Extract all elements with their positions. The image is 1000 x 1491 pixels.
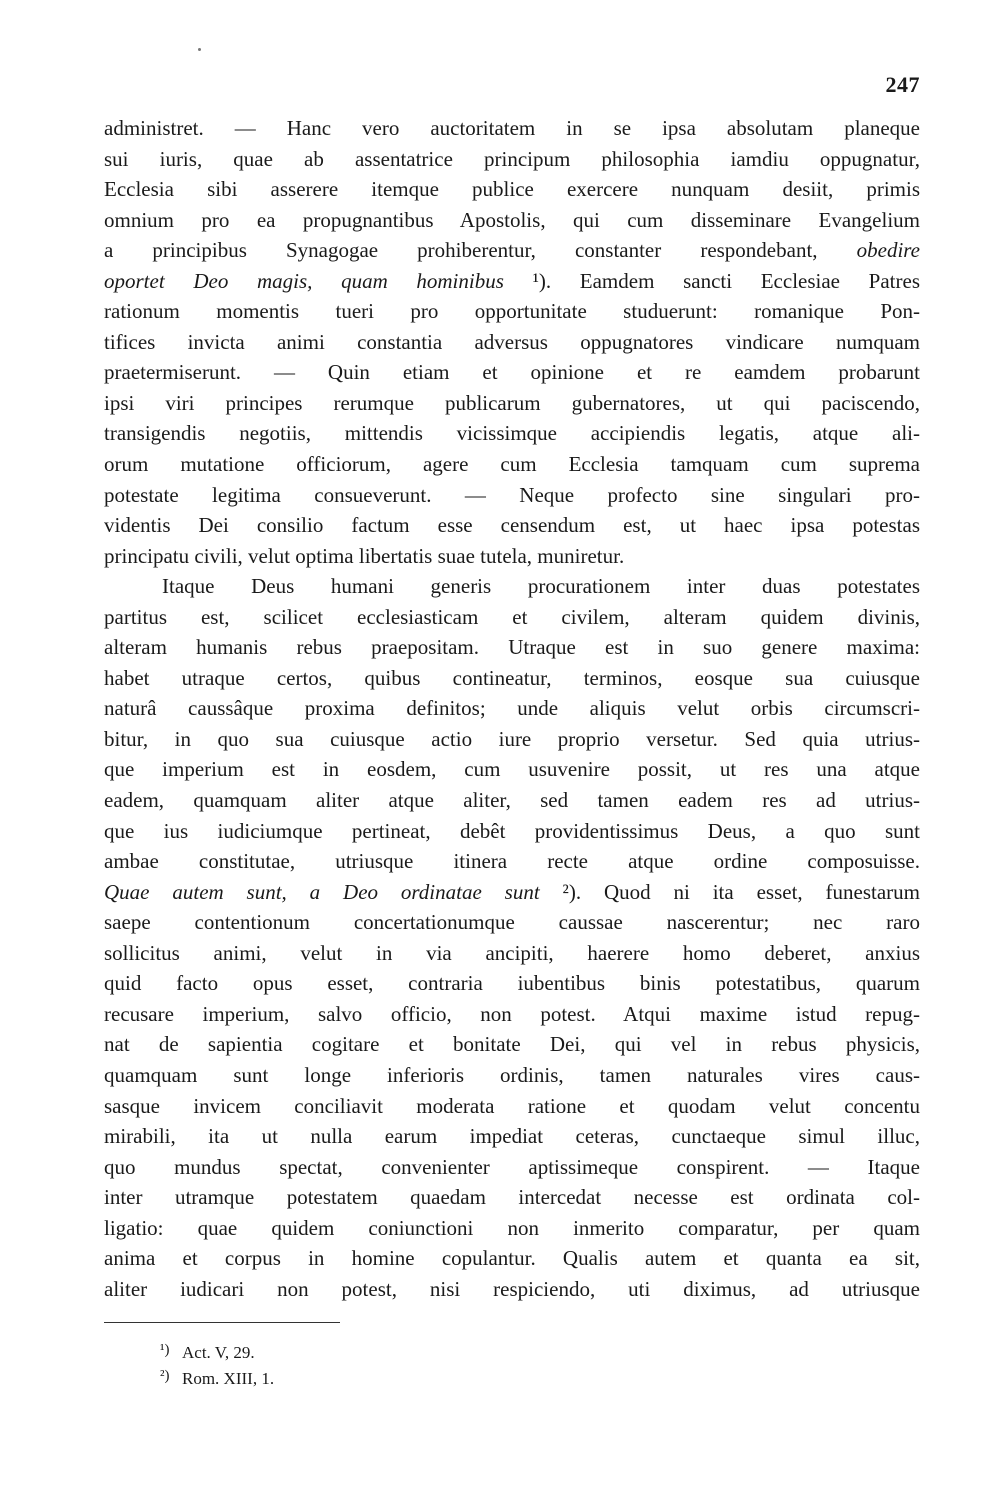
footnote-rule [104,1322,340,1323]
text-line: oportet Deo magis, quam hominibus ¹). Eamdem sancti Ecclesiae Patres [104,268,920,293]
text-line: transigendis negotiis, mittendis vicissimque accipiendis legatis, atque ali- [104,421,920,446]
text-line: praetermiserunt. — Quin etiam et opinione et re eamdem probarunt [104,360,920,385]
text-line: sollicitus animi, velut in via ancipiti, haerere homo deberet, anxius [104,940,920,965]
text-line: habet utraque certos, quibus contineatur, terminos, eosque sua cuiusque [104,665,920,690]
text-line: anima et corpus in homine copulantur. Qualis autem et quanta ea sit, [104,1246,920,1271]
text-line: que imperium est in eosdem, cum usuvenire possit, ut res una atque [104,757,920,782]
text-line: nat de sapientia cogitare et bonitate Dei, qui vel in rebus physicis, [104,1032,920,1057]
page-number: 247 [885,72,920,97]
italic-quote: Quae autem sunt, a Deo ordinatae sunt [104,879,540,904]
text-line: potestate legitima consueverunt. — Neque profecto sine singulari pro- [104,482,920,507]
text-line: alteram humanis rebus praepositam. Utraque est in suo genere maxima: [104,635,920,660]
text-line: ipsi viri principes rerumque publicarum gubernatores, ut qui paciscendo, [104,390,920,415]
text-line: sui iuris, quae ab assentatrice principum philosophia iamdiu oppugnatur, [104,146,920,171]
text-line: Ecclesia sibi asserere itemque publice exercere nunquam desiit, primis [104,177,920,202]
italic-quote: oportet Deo magis, quam hominibus [104,268,504,293]
text-line: tifices invicta animi constantia adversus oppugnatores vindicare numquam [104,329,920,354]
footnote-mark: ²) [160,1368,170,1384]
text-line: a principibus Synagogae prohiberentur, constanter respondebant, obedire [104,238,920,263]
text-line: principatu civili, velut optima libertatis suae tutela, muniretur. [104,543,625,568]
text-line: que ius iudiciumque pertineat, debêt providentissimus Deus, a quo sunt [104,818,920,843]
italic-quote: obedire [856,238,920,263]
text-line: omnium pro ea propugnantibus Apostolis, qui cum disseminare Evangelium [104,207,920,232]
text-line: sasque invicem conciliavit moderata ratione et quodam velut concentu [104,1093,920,1118]
body-text [104,113,920,1304]
text-line: aliter iudicari non potest, nisi respiciendo, uti diximus, ad utriusque [104,1276,920,1301]
text-line: ligatio: quae quidem coniunctioni non inmerito comparatur, per quam [104,1215,920,1240]
text-line: quid facto opus esset, contraria iubentibus binis potestatibus, quarum [104,971,920,996]
text-line: recusare imperium, salvo officio, non potest. Atqui maxime istud repug- [104,1001,920,1026]
text-line: bitur, in quo sua cuiusque actio iure proprio versetur. Sed quia utrius- [104,726,920,751]
print-speck [198,48,201,51]
text-line: quo mundus spectat, convenienter aptissimeque conspirent. — Itaque [104,1154,920,1179]
footnote-1 [160,1340,560,1366]
text-line: partitus est, scilicet ecclesiasticam et civilem, alteram quidem divinis, [104,604,920,629]
text-line: inter utramque potestatem quaedam intercedat necesse est ordinata col- [104,1185,920,1210]
text-line: naturâ caussâque proxima definitos; unde aliquis velut orbis circumscri- [104,696,920,721]
text-line: quamquam sunt longe inferioris ordinis, tamen naturales vires caus- [104,1062,920,1087]
footnote-text: Rom. XIII, 1. [182,1369,275,1388]
text-line: videntis Dei consilio factum esse censendum est, ut haec ipsa potestas [104,513,920,538]
footnotes [160,1340,560,1392]
text-line: saepe contentionum concertationumque caussae nascerentur; nec raro [104,910,920,935]
text-line: Quae autem sunt, a Deo ordinatae sunt ²). Quod ni ita esset, funestarum [104,879,920,904]
text-line: ambae constitutae, utriusque itinera recte atque ordine composuisse. [104,849,920,874]
footnote-2 [160,1366,560,1392]
text-line: orum mutatione officiorum, agere cum Ecclesia tamquam cum suprema [104,452,920,477]
text-line: eadem, quamquam aliter atque aliter, sed tamen eadem res ad utrius- [104,788,920,813]
text-line: administret. — Hanc vero auctoritatem in se ipsa absolutam planeque [104,116,920,140]
footnote-text: Act. V, 29. [182,1343,255,1362]
paragraph-start-line: Itaque Deus humani generis procurationem inter duas potestates [162,574,920,599]
text-line: mirabili, ita ut nulla earum impediat ceteras, cunctaeque simul illuc, [104,1124,920,1149]
footnote-mark: ¹) [160,1342,170,1358]
text-line: rationum momentis tueri pro opportunitate studuerunt: romanique Pon- [104,299,920,324]
